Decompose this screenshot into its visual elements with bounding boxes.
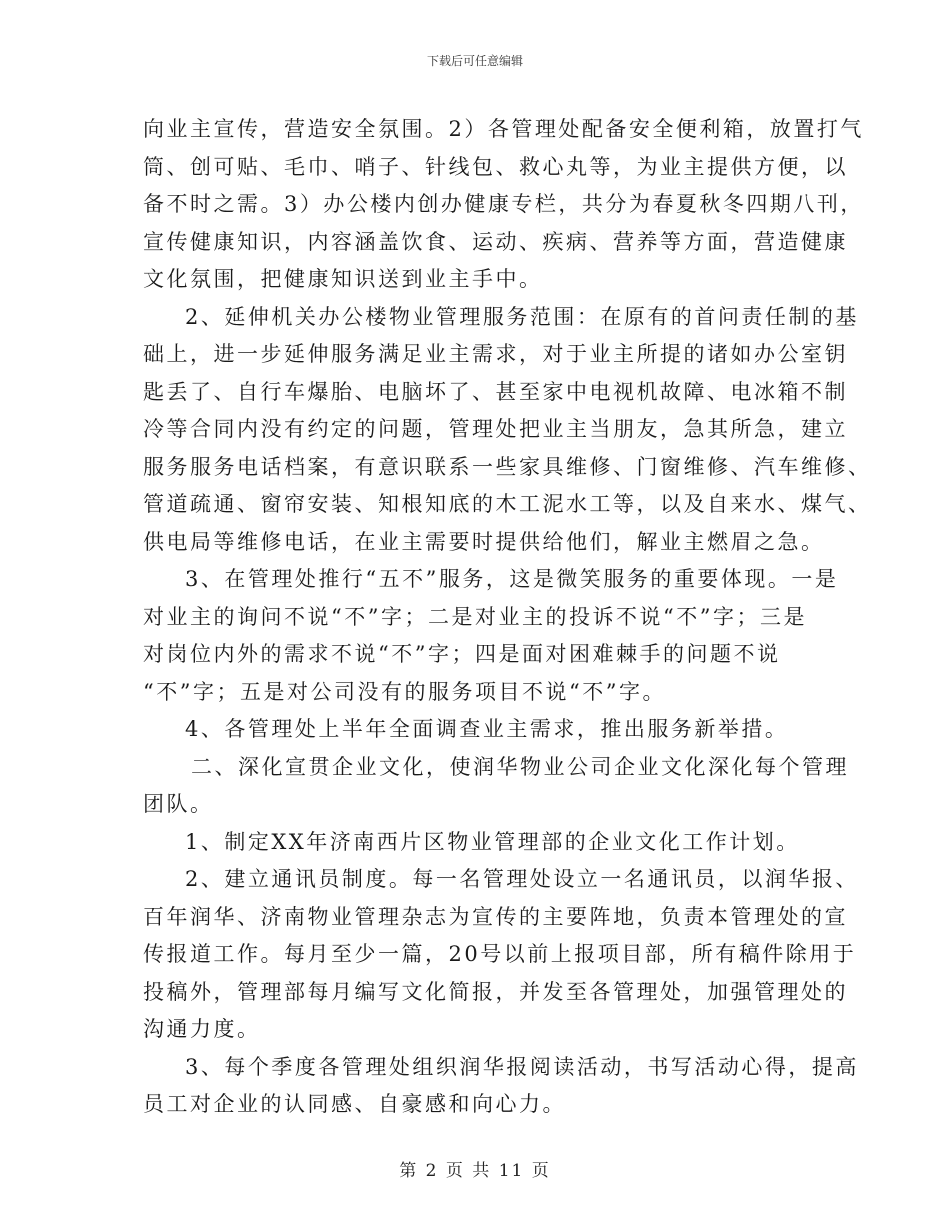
paragraph-start-line: 1、制定XX年济南西片区物业管理部的企业文化工作计划。 — [185, 829, 800, 854]
paragraph-start-line: 4、各管理处上半年全面调查业主需求，推出服务新举措。 — [185, 717, 789, 741]
text-line: 传报道工作。每月至少一篇，20号以前上报项目部，所有稿件除用于 — [143, 942, 857, 966]
text-line: 百年润华、济南物业管理杂志为宣传的主要阵地，负责本管理处的宣 — [143, 904, 848, 929]
text-line: 对业主的询问不说“不”字；二是对业主的投诉不说“不”字；三是 — [143, 604, 807, 629]
page-header: 下载后可任意编辑 — [426, 54, 523, 68]
text-line: 沟通力度。 — [143, 1017, 261, 1041]
text-line: 宣传健康知识，内容涵盖饮食、运动、疾病、营养等方面，营造健康 — [143, 229, 848, 254]
page-footer: 第 2 页 共 11 页 — [399, 1161, 551, 1181]
text-line: 冷等合同内没有约定的问题，管理处把业主当朋友，急其所急，建立 — [143, 417, 848, 441]
text-line: 团队。 — [143, 792, 214, 816]
text-line: 服务服务电话档案，有意识联系一些家具维修、门窗维修、汽车维修、 — [143, 454, 872, 479]
text-line: 向业主宣传，营造安全氛围。2）各管理处配备安全便利箱，放置打气 — [143, 117, 864, 141]
text-line: 对岗位内外的需求不说“不”字；四是面对困难棘手的问题不说 — [143, 642, 781, 666]
text-line: 投稿外，管理部每月编写文化简报，并发至各管理处，加强管理处的 — [143, 979, 848, 1004]
paragraph-start-line: 3、每个季度各管理处组织润华报阅读活动，书写活动心得，提高 — [185, 1054, 859, 1079]
text-line: 文化氛围，把健康知识送到业主手中。 — [143, 267, 543, 291]
paragraph-start-line: 2、建立通讯员制度。每一名管理处设立一名通讯员，以润华报、 — [185, 867, 859, 891]
text-line: 备不时之需。3）办公楼内创办健康专栏，共分为春夏秋冬四期八刊， — [143, 192, 864, 216]
text-line: 筒、创可贴、毛巾、哨子、针线包、救心丸等，为业主提供方便，以 — [143, 154, 848, 179]
text-line: 础上，进一步延伸服务满足业主需求，对于业主所提的诸如办公室钥 — [143, 342, 848, 366]
text-line: 匙丢了、自行车爆胎、电脑坏了、甚至家中电视机故障、电冰箱不制 — [143, 379, 848, 404]
text-line: 管道疏通、窗帘安装、知根知底的木工泥水工等，以及自来水、煤气、 — [143, 492, 872, 516]
text-line: 供电局等维修电话，在业主需要时提供给他们，解业主燃眉之急。 — [143, 529, 825, 554]
text-line: “不”字；五是对公司没有的服务项目不说“不”字。 — [143, 679, 666, 704]
paragraph-start-line: 2、延伸机关办公楼物业管理服务范围：在原有的首问责任制的基 — [185, 304, 859, 329]
text-line: 员工对企业的认同感、自豪感和向心力。 — [143, 1092, 566, 1116]
document-body — [143, 111, 872, 1124]
section-heading-line: 二、深化宣贯企业文化，使润华物业公司企业文化深化每个管理 — [191, 754, 849, 779]
paragraph-start-line: 3、在管理处推行“五不”服务，这是微笑服务的重要体现。一是 — [185, 567, 839, 591]
